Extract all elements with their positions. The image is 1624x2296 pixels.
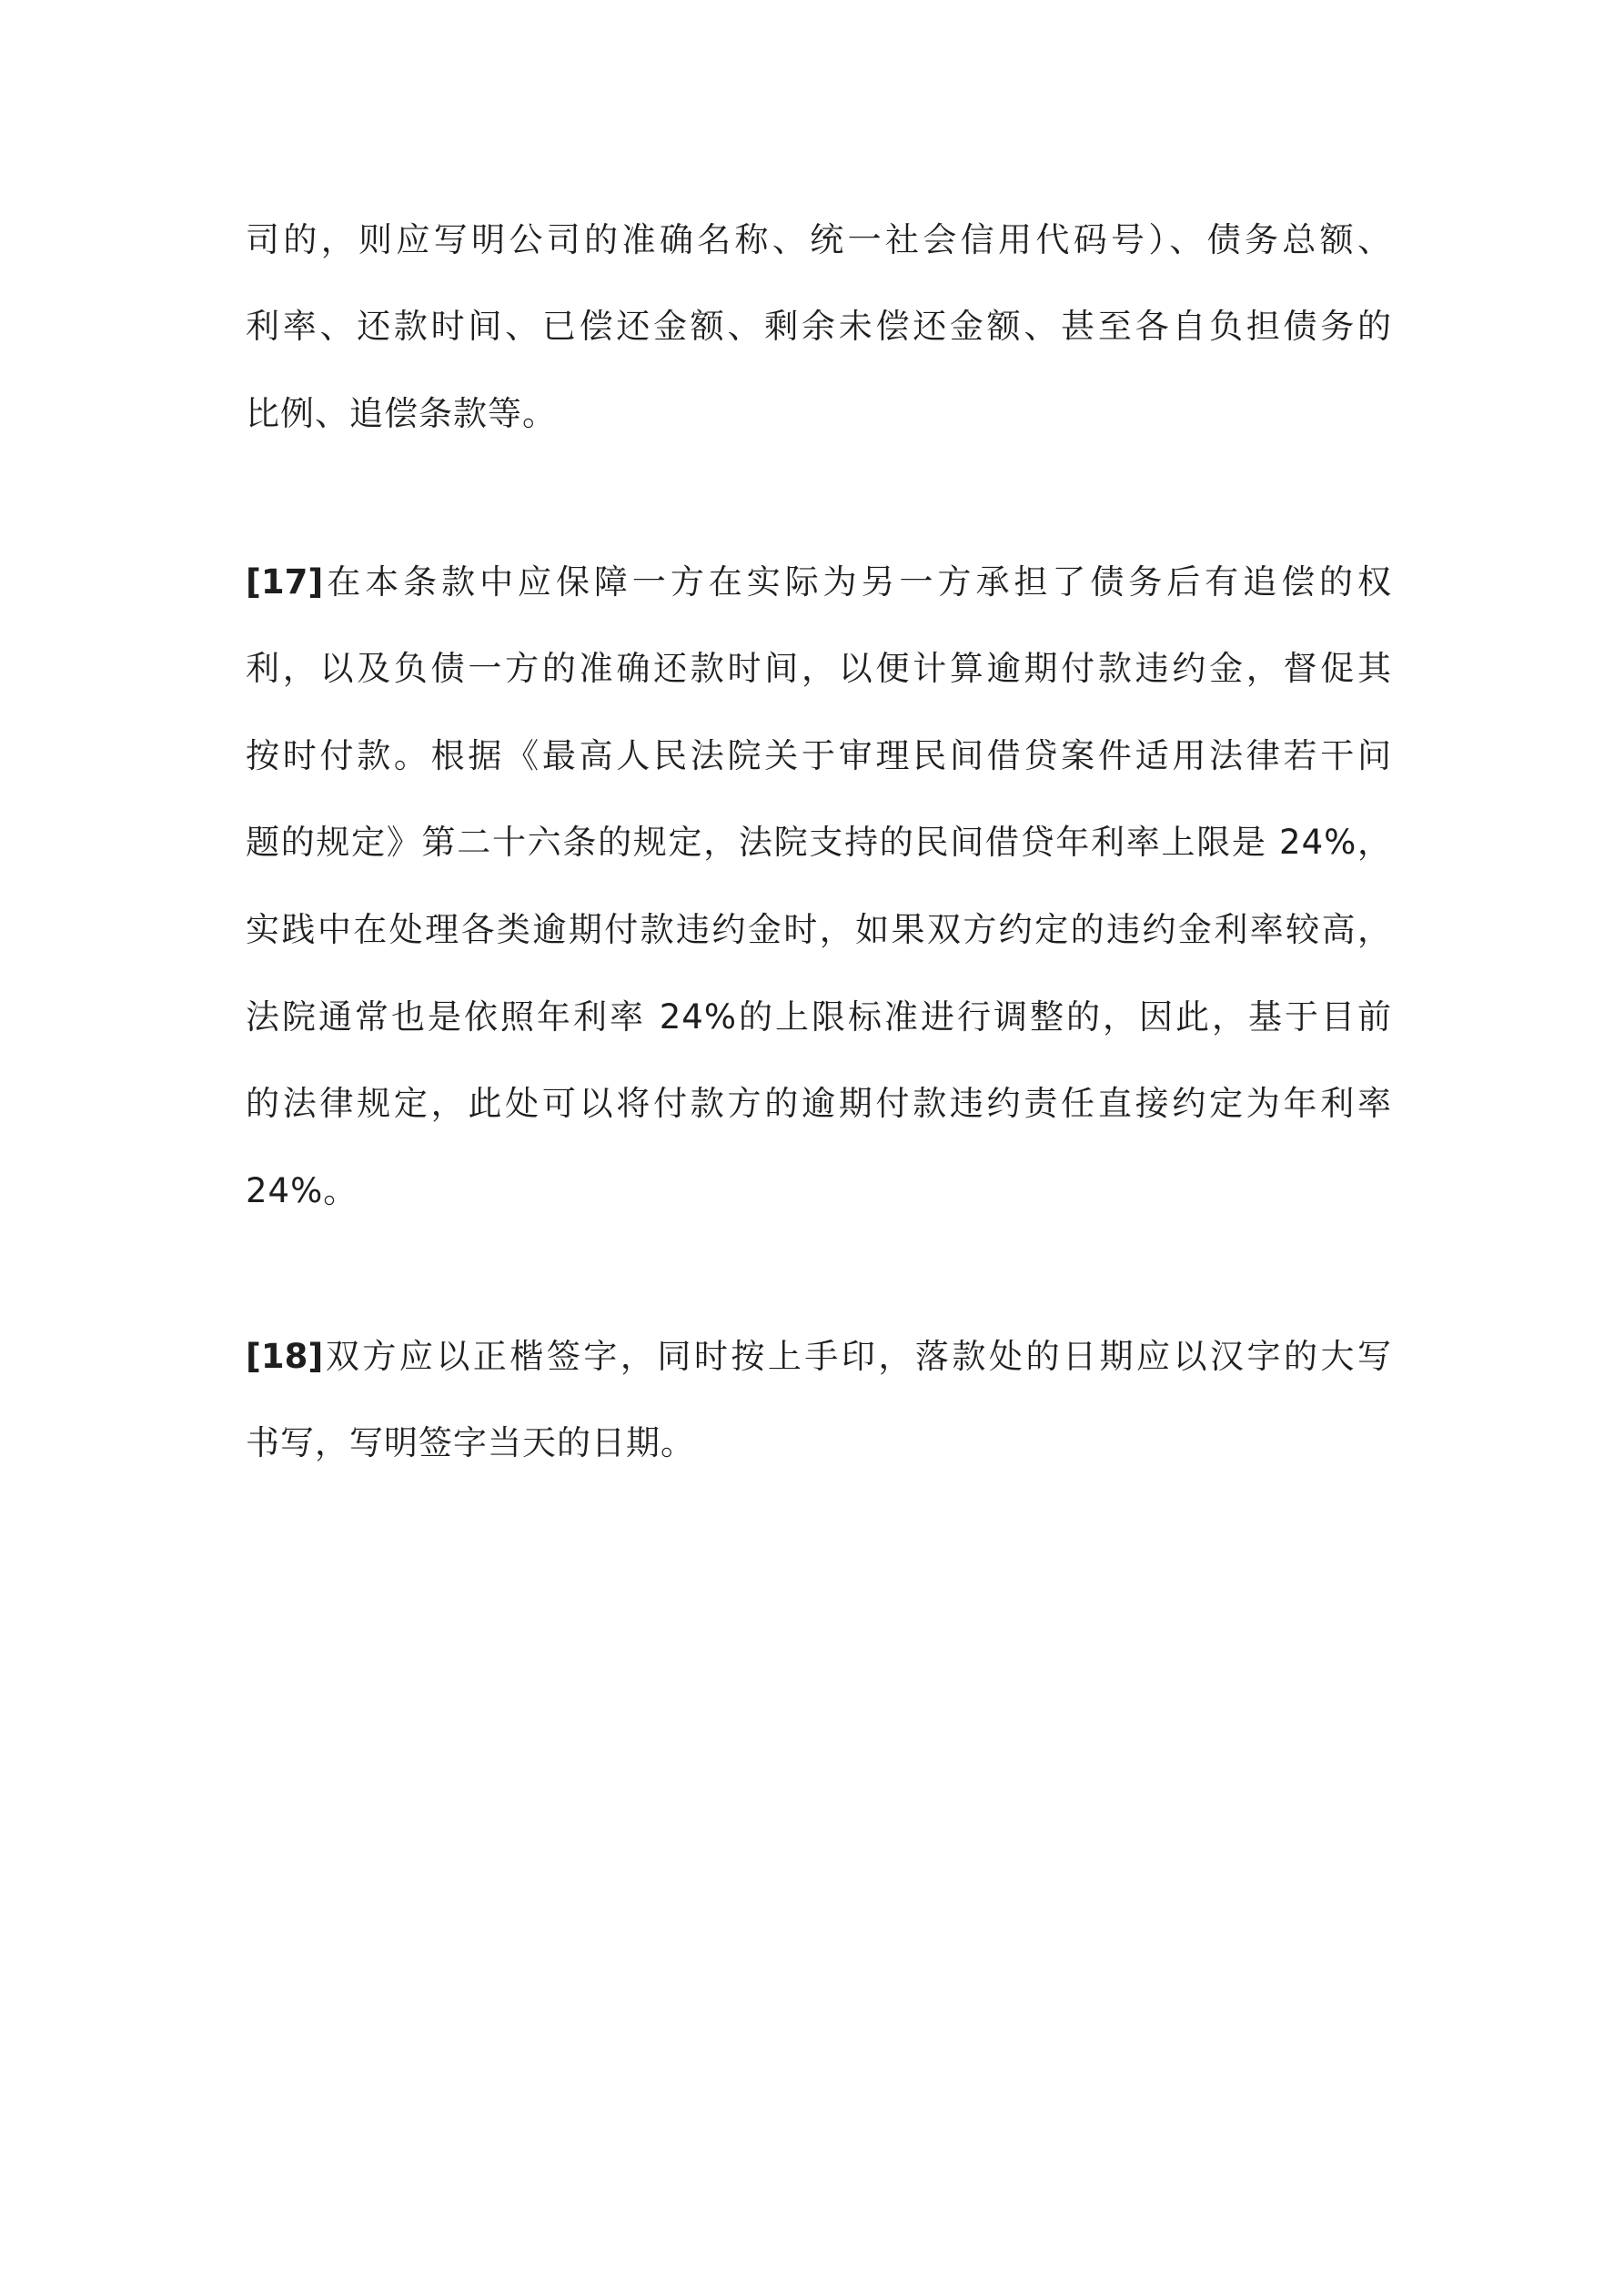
paragraph-1-line-2: 利率、还款时间、已偿还金额、剩余未偿还金额、甚至各自负担债务的 <box>246 307 1392 346</box>
paragraph-18-line-2: 书写，写明签字当天的日期。 <box>246 1423 695 1462</box>
paragraph-17-line-7: 的法律规定，此处可以将付款方的逾期付款违约责任直接约定为年利率 <box>246 1084 1392 1123</box>
paragraph-18-text: 双方应以正楷签字，同时按上手印，落款处的日期应以汉字的大写 <box>323 1337 1392 1376</box>
paragraph-17-line-4: 题的规定》第二十六条的规定，法院支持的民间借贷年利率上限是 24%， <box>246 823 1392 862</box>
paragraph-17-line-3: 按时付款。根据《最高人民法院关于审理民间借贷案件适用法律若干问 <box>246 736 1392 775</box>
paragraph-17-line-2: 利，以及负债一方的准确还款时间，以便计算逾期付款违约金，督促其 <box>246 649 1392 688</box>
paragraph-1-line-1: 司的，则应写明公司的准确名称、统一社会信用代码号）、债务总额、 <box>246 220 1392 259</box>
paragraph-17-line-5: 实践中在处理各类逾期付款违约金时，如果双方约定的违约金利率较高， <box>246 910 1392 949</box>
footnote-ref-18: [18] <box>246 1337 324 1376</box>
paragraph-17-line-6: 法院通常也是依照年利率 24%的上限标准进行调整的，因此，基于目前 <box>246 997 1392 1037</box>
paragraph-17-text: 在本条款中应保障一方在实际为另一方承担了债务后有追偿的权 <box>323 562 1392 602</box>
paragraph-18-line-1 <box>246 1325 1392 1389</box>
footnote-ref-17: [17] <box>246 562 324 602</box>
paragraph-17-line-8: 24%。 <box>246 1171 358 1210</box>
paragraph-17-line-1 <box>246 551 1392 614</box>
paragraph-1-line-3: 比例、追偿条款等。 <box>246 394 557 433</box>
